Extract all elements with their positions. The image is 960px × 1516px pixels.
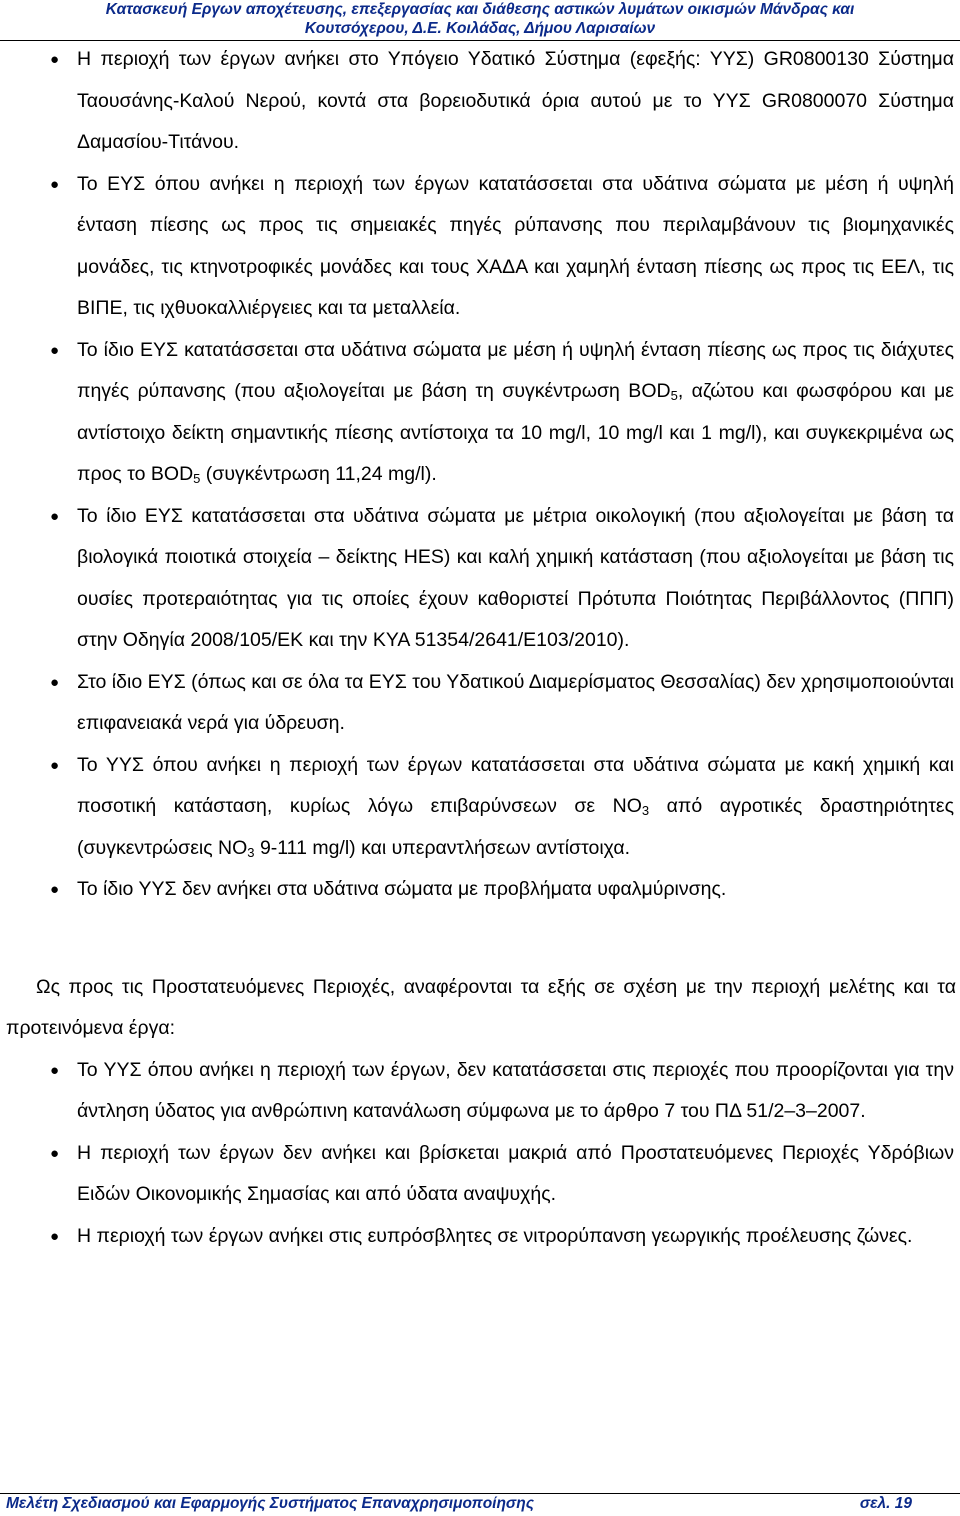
bullet-icon: ● xyxy=(50,51,60,68)
page-footer xyxy=(6,1494,912,1516)
list-item xyxy=(0,164,960,330)
subscript: 5 xyxy=(193,471,201,486)
list-item-text-end: 9-111 mg/l) και υπεραντλήσεων αντίστοιχα. xyxy=(254,836,631,859)
list-item-text: Το ίδιο ΥΥΣ δεν ανήκει στα υδάτινα σώματα με προβλήματα υφαλμύρινσης. xyxy=(77,878,727,900)
list-item-text: Το ίδιο ΕΥΣ κατατάσσεται στα υδάτινα σώματα με μέτρια οικολογική (που αξιολογείται με βάση τα βιολογικά ποιοτικά στοιχεία – δείκτης HES) και καλή χημική κατάσταση (που αξιολογείται με βάση τις ουσίες προτεραιότητας για τις οποίες έχουν καθοριστεί Πρότυπα Ποιότητας Περιβάλλοντος (ΠΠΠ) στην Οδηγία 2008/105/ΕΚ και την ΚΥΑ 51354/2641/Ε103/2010). xyxy=(77,504,954,651)
bullet-icon: ● xyxy=(50,341,60,359)
list-item-text: Το ΕΥΣ όπου ανήκει η περιοχή των έργων κατατάσσεται στα υδάτινα σώματα με μέση ή υψηλή ένταση πίεσης ως προς τις σημειακές πηγές ρύπανσης που περιλαμβάνουν τις βιομηχανικές μονάδες, τις κτηνοτροφικές μονάδες και τους ΧΑΔΑ και χαμηλή ένταση πίεσης ως προς τις ΕΕΛ, τις ΒΙΠΕ, τις ιχθυοκαλλιέργειες και τα μεταλλεία. xyxy=(77,172,954,319)
footer-title: Μελέτη Σχεδιασμού και Εφαρμογής Συστήματος Επαναχρησιμοποίησης xyxy=(6,1495,534,1512)
list-item-text-end: (συγκέντρωση 11,24 mg/l). xyxy=(200,463,437,485)
list-item xyxy=(0,1216,960,1258)
bullet-icon: ● xyxy=(50,1227,60,1245)
subscript: 5 xyxy=(670,388,678,403)
list-item xyxy=(0,1050,960,1133)
list-item-text-start: Το ίδιο ΕΥΣ κατατάσσεται στα υδάτινα σώματα με μέση ή υψηλή ένταση πίεσης ως προς τις διάχυτες πηγές ρύπανσης (που αξιολογείται με βάση τη συγκέντρωση BOD xyxy=(77,338,954,402)
header-line-2: Κουτσόχερου, Δ.Ε. Κοιλάδας, Δήμου Λαρισαίων xyxy=(304,20,656,37)
bullet-list-water-bodies xyxy=(0,39,960,911)
list-item xyxy=(0,496,960,662)
list-item xyxy=(0,662,960,745)
document-body xyxy=(0,40,960,1257)
list-item xyxy=(0,330,960,496)
protected-areas-paragraph: Ως προς τις Προστατευόμενες Περιοχές, αναφέρονται τα εξής σε σχέση με την περιοχή μελέτης και τα προτεινόμενα έργα: xyxy=(6,975,956,1039)
bullet-icon: ● xyxy=(50,507,60,525)
subscript: 3 xyxy=(247,844,255,860)
list-item-text-start: Το ΥΥΣ όπου ανήκει η περιοχή των έργων κατατάσσεται στα υδάτινα σώματα με κακή χημική και ποσοτική κατάσταση, κυρίως λόγω επιβαρύνσεων σε ΝΟ xyxy=(77,753,954,817)
page-number: σελ. 19 xyxy=(859,1495,912,1512)
bullet-icon: ● xyxy=(50,881,60,898)
header-line-1: Κατασκευή Εργων αποχέτευσης, επεξεργασίας και διάθεσης αστικών λυμάτων οικισμών Μάνδρας και xyxy=(105,1,855,18)
bullet-list-protected-areas xyxy=(0,1050,960,1258)
list-item-text: Στο ίδιο ΕΥΣ (όπως και σε όλα τα ΕΥΣ του Υδατικού Διαμερίσματος Θεσσαλίας) δεν χρησιμοποιούνται επιφανειακά νερά για ύδρευση. xyxy=(77,670,954,734)
list-item-text-middle: , αζώτου και φωσφόρου και με αντίστοιχο δείκτη σημαντικής πίεσης αντίστοιχα τα 10 mg/l, 10 mg/l και 1 mg/l), και συγκεκριμένα ως προς το BOD xyxy=(77,380,954,485)
list-item-text: Η περιοχή των έργων ανήκει στο Υπόγειο Υδατικό Σύστημα (εφεξής: ΥΥΣ) GR0800130 Σύστημα Ταουσάνης-Καλού Νερού, κοντά στα βορειοδυτικά όρια αυτού με το ΥΥΣ GR0800070 Σύστημα Δαμασίου-Τιτάνου. xyxy=(77,48,954,153)
bullet-icon: ● xyxy=(50,175,60,193)
list-item xyxy=(0,39,960,164)
list-item xyxy=(0,745,960,870)
bullet-icon: ● xyxy=(50,1144,60,1162)
list-item-text: Η περιοχή των έργων δεν ανήκει και βρίσκεται μακριά από Προστατευόμενες Περιοχές Υδρόβιων Ειδών Οικονομικής Σημασίας και από ύδατα αναψυχής. xyxy=(77,1141,954,1205)
list-item xyxy=(0,869,960,911)
bullet-icon: ● xyxy=(50,673,60,691)
bullet-icon: ● xyxy=(50,756,60,774)
page-header xyxy=(0,0,960,38)
list-item-text: Η περιοχή των έργων ανήκει στις ευπρόσβλητες σε νιτρορύπανση γεωργικής προέλευσης ζώνες. xyxy=(77,1224,913,1247)
list-item-text-middle: από αγροτικές δραστηριότητες (συγκεντρώσεις ΝΟ xyxy=(77,795,954,859)
bullet-icon: ● xyxy=(50,1061,60,1079)
list-item-text: Το ΥΥΣ όπου ανήκει η περιοχή των έργων, δεν κατατάσσεται στις περιοχές που προορίζονται για την άντληση ύδατος για ανθρώπινη κατανάλωση σύμφωνα με το άρθρο 7 του ΠΔ 51/2–3–2007. xyxy=(77,1058,954,1122)
list-item xyxy=(0,1133,960,1216)
subscript: 3 xyxy=(641,803,650,818)
